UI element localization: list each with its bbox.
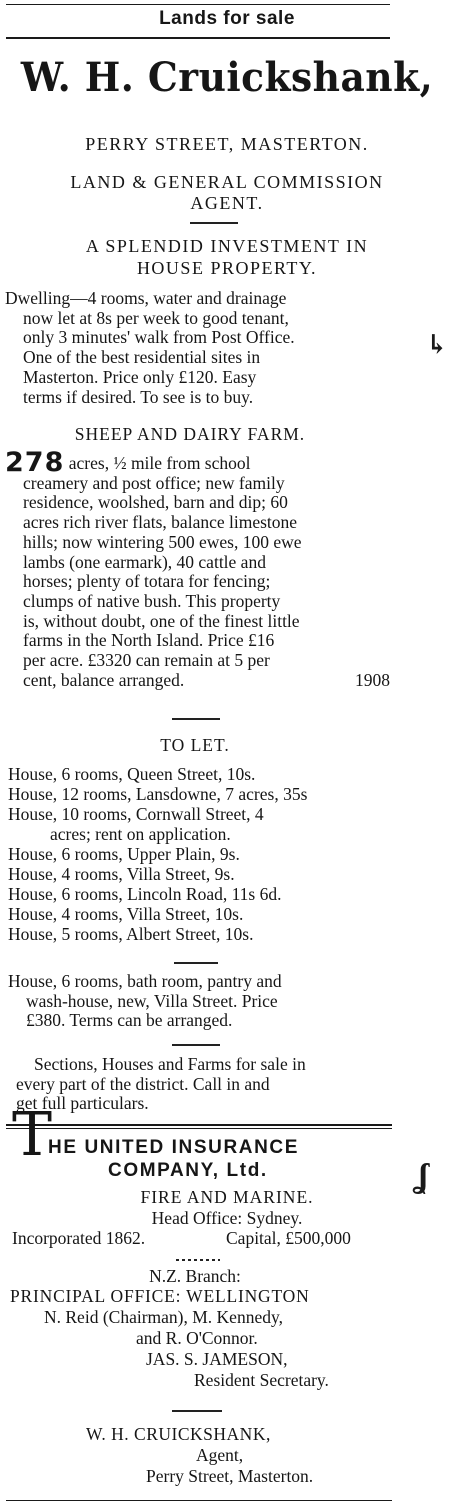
agent-title: Agent, [196, 1445, 244, 1465]
dwelling-line: only 3 minutes' walk from Post Office. [23, 327, 295, 348]
villa-paragraph [8, 972, 393, 1031]
divider [190, 222, 238, 224]
farm-line: residence, woolshed, barn and dip; 60 [23, 492, 288, 513]
margin-mark: ↳ [426, 330, 448, 359]
section-header: Lands for sale [159, 8, 295, 29]
sections-line: every part of the district. Call in and [16, 1073, 270, 1094]
section-rule [6, 1128, 392, 1129]
farm-line: lambs (one earmark), 40 cattle and [23, 551, 266, 572]
insurance-heading-text: HE UNITED INSURANCE [48, 1137, 300, 1158]
farm-line: creamery and post office; new family [23, 472, 285, 493]
farm-line: hills; now wintering 500 ewes, 100 ewe [23, 531, 302, 552]
to-let-item: House, 4 rooms, Villa Street, 10s. [8, 904, 244, 924]
dwelling-line: terms if desired. To see is to buy. [23, 386, 254, 407]
farm-heading: SHEEP AND DAIRY FARM. [74, 424, 306, 444]
to-let-item: acres; rent on application. [50, 824, 231, 844]
dwelling-line: now let at 8s per week to good tenant, [23, 307, 289, 328]
directors: and R. O'Connor. [136, 1328, 258, 1348]
role-line-1: LAND & GENERAL COMMISSION [70, 172, 384, 192]
farm-line: horses; plenty of totara for fencing; [23, 571, 271, 592]
to-let-heading: TO LET. [160, 735, 230, 755]
to-let-item: House, 6 rooms, Lincoln Road, 11s 6d. [8, 884, 282, 904]
top-rule [6, 4, 390, 5]
agent-name: W. H. CRUICKSHANK, [86, 1424, 271, 1444]
villa-line: wash-house, new, Villa Street. Price [26, 990, 278, 1011]
investment-subheading: HOUSE PROPERTY. [136, 258, 318, 278]
divider [172, 718, 220, 720]
insurance-company: COMPANY, Ltd. [108, 1160, 268, 1181]
secretary-name: JAS. S. JAMESON, [146, 1349, 288, 1369]
header-rule [6, 37, 390, 39]
villa-line: £380. Terms can be arranged. [26, 1010, 233, 1031]
farm-line: is, without doubt, one of the finest little [23, 610, 300, 631]
drop-cap: T [12, 1100, 53, 1170]
to-let-item: House, 12 rooms, Lansdowne, 7 acres, 35s [8, 784, 308, 804]
agent-title: W. H. Cruickshank, [20, 54, 434, 101]
dwelling-paragraph [5, 289, 383, 407]
farm-acreage: 278 [5, 447, 65, 478]
sections-line: Sections, Houses and Farms for sale in [34, 1054, 306, 1074]
investment-heading: A SPLENDID INVESTMENT IN [85, 236, 369, 256]
margin-mark: ʆ [418, 1158, 429, 1195]
sections-line: get full particulars. [16, 1093, 149, 1114]
farm-line: acres, ½ mile from school [68, 453, 251, 473]
to-let-item: House, 6 rooms, Queen Street, 10s. [8, 764, 256, 784]
farm-line: cent, balance arranged. [23, 669, 185, 690]
dwelling-line: Dwelling—4 rooms, water and drainage [5, 288, 287, 308]
divider [172, 1044, 220, 1046]
villa-line: House, 6 rooms, bath room, pantry and [8, 971, 282, 991]
insurance-heading [48, 1137, 392, 1159]
reference-number: 1908 [355, 669, 390, 690]
role-line-2: AGENT. [190, 193, 264, 213]
address-line: PERRY STREET, MASTERTON. [85, 134, 369, 154]
secretary-title: Resident Secretary. [194, 1370, 329, 1390]
farm-line: clumps of native bush. This property [23, 590, 281, 611]
section-rule [6, 1124, 392, 1126]
farm-paragraph [5, 447, 390, 690]
incorporated: Incorporated 1862. [12, 1228, 146, 1248]
divider [172, 1410, 222, 1412]
farm-line: acres rich river flats, balance limestone [23, 512, 298, 533]
head-office: Head Office: Sydney. [151, 1208, 303, 1228]
sections-paragraph [8, 1055, 391, 1114]
farm-line: farms in the North Island. Price £16 [23, 630, 275, 651]
to-let-item: House, 4 rooms, Villa Street, 9s. [8, 864, 235, 884]
capital: Capital, £500,000 [226, 1228, 351, 1248]
agent-address: Perry Street, Masterton. [146, 1466, 314, 1486]
to-let-item: House, 10 rooms, Cornwall Street, 4 [8, 804, 264, 824]
principal-office: PRINCIPAL OFFICE: WELLINGTON [10, 1286, 310, 1306]
fire-marine: FIRE AND MARINE. [140, 1187, 314, 1207]
nz-branch: N.Z. Branch: [149, 1266, 241, 1286]
directors: N. Reid (Chairman), M. Kennedy, [44, 1307, 283, 1327]
dwelling-line: One of the best residential sites in [23, 347, 261, 368]
to-let-item: House, 6 rooms, Upper Plain, 9s. [8, 844, 240, 864]
divider [174, 962, 218, 964]
to-let-item: House, 5 rooms, Albert Street, 10s. [8, 924, 254, 944]
divider [176, 1259, 220, 1261]
farm-line: per acre. £3320 can remain at 5 per [23, 650, 270, 671]
dwelling-line: Masterton. Price only £120. Easy [23, 366, 257, 387]
bottom-rule [6, 1500, 392, 1501]
